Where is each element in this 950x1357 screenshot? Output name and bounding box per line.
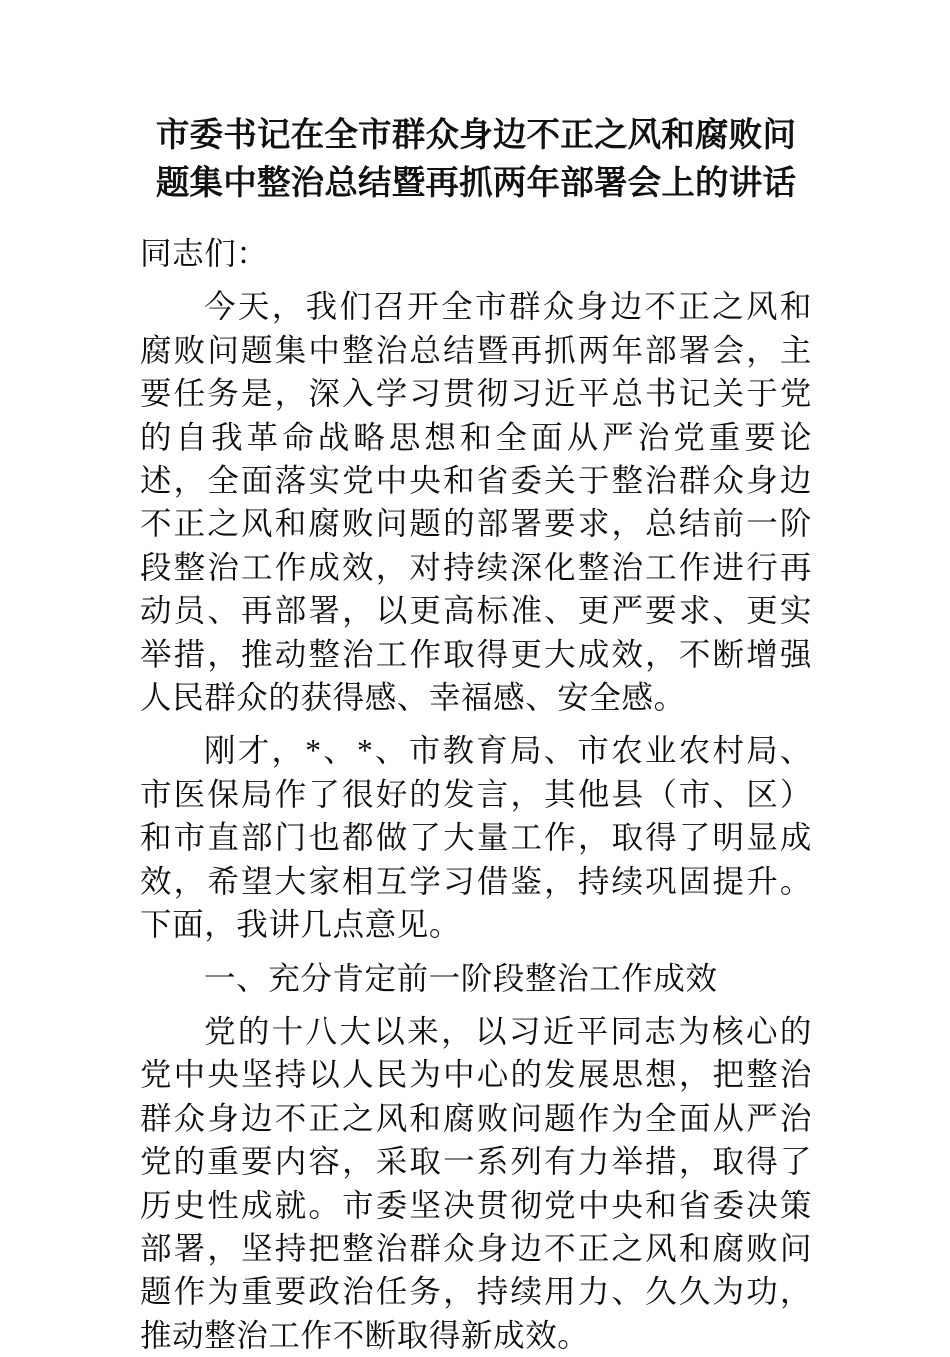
salutation-line: 同志们： [140, 236, 269, 271]
page-title: 市委书记在全市群众身边不正之风和腐败问题集中整治总结暨再抓两年部署会上的讲话 [155, 117, 797, 202]
section-heading-1: 一、充分肯定前一阶段整治工作成效 [204, 960, 718, 996]
paragraph-2: 刚才，*、*、市教育局、市农业农村局、市医保局作了很好的发言，其他县（市、区）和市直部门也都做了大量工作，取得了明显成效，希望大家相互学习借鉴，持续巩固提升。下面，我讲几点意见。 [140, 733, 812, 943]
section-1-paragraph-1: 党的十八大以来，以习近平同志为核心的党中央坚持以人民为中心的发展思想，把整治群众身边不正之风和腐败问题作为全面从严治党的重要内容，采取一系列有力举措，取得了历史性成就。市委坚决贯彻党中央和省委决策部署，坚持把整治群众身边不正之风和腐败问题作为重要政治任务，持续用力、久久为功，推动整治工作不断取得新成效。 [140, 1013, 812, 1353]
paragraph-1: 今天，我们召开全市群众身边不正之风和腐败问题集中整治总结暨再抓两年部署会，主要任务是，深入学习贯彻习近平总书记关于党的自我革命战略思想和全面从严治党重要论述，全面落实党中央和省委关于整治群众身边不正之风和腐败问题的部署要求，总结前一阶段整治工作成效，对持续深化整治工作进行再动员、再部署，以更高标准、更严要求、更实举措，推动整治工作取得更大成效，不断增强人民群众的获得感、幸福感、安全感。 [140, 289, 812, 716]
document-text-column [140, 0, 812, 1357]
